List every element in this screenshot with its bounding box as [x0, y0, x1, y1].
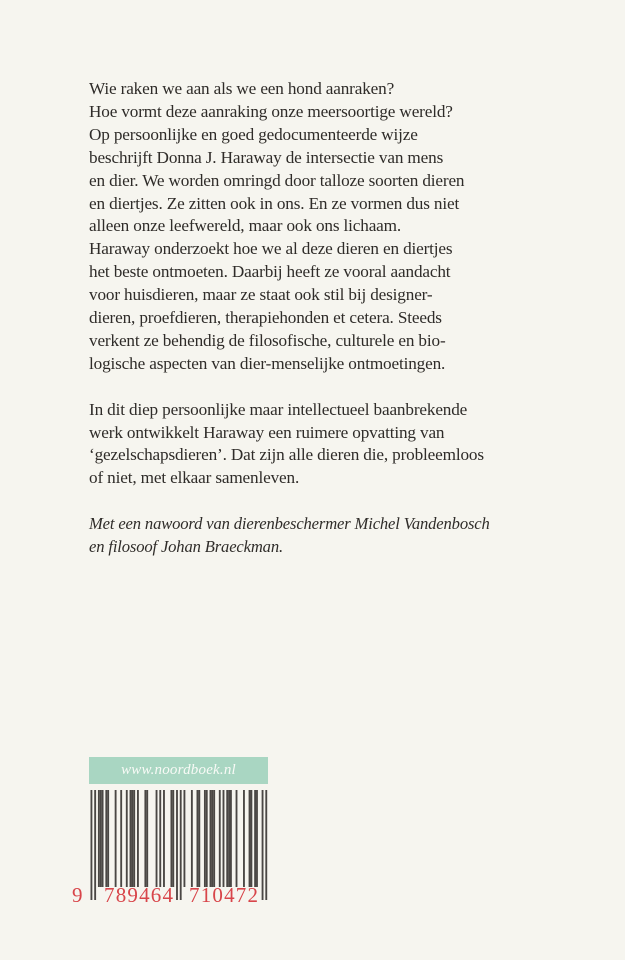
publisher-url-banner: www.noordboek.nl [89, 757, 268, 784]
isbn-lead-digit: 9 [72, 883, 84, 907]
afterword-note [89, 513, 589, 559]
text-line: ‘gezelschapsdieren’. Dat zijn alle dieren die, probleemloos [89, 445, 484, 465]
text-line: en dier. We worden omringd door talloze soorten dieren [89, 170, 465, 190]
isbn-right-digits: 710472 [189, 883, 260, 907]
text-line: het beste ontmoeten. Daarbij heeft ze vooral aandacht [89, 262, 451, 282]
text-line: of niet, met elkaar samenleven. [89, 468, 300, 488]
text-line: logische aspecten van dier-menselijke ontmoetingen. [89, 353, 446, 373]
text-line: Haraway onderzoekt hoe we al deze dieren en diertjes [89, 239, 453, 259]
text-line: en filosoof Johan Braeckman. [89, 537, 283, 557]
text-line: voor huisdieren, maar ze staat ook stil bij designer- [89, 285, 433, 305]
text-line: In dit diep persoonlijke maar intellectueel baanbrekende [89, 399, 468, 419]
text-line: Op persoonlijke en goed gedocumenteerde wijze [89, 124, 418, 144]
text-line: Met een nawoord van dierenbeschermer Michel Vandenbosch [89, 514, 490, 534]
text-line: dieren, proefdieren, therapiehonden et cetera. Steeds [89, 308, 442, 328]
text-line: alleen onze leefwereld, maar ook ons lichaam. [89, 216, 402, 236]
text-line: Hoe vormt deze aanraking onze meersoortige wereld? [89, 101, 453, 121]
blurb-paragraph-2 [89, 399, 589, 491]
blurb-text [89, 78, 589, 582]
blurb-paragraph-1 [89, 78, 589, 376]
text-line: werk ontwikkelt Haraway een ruimere opvatting van [89, 422, 445, 442]
text-line: verkent ze behendig de filosofische, culturele en bio- [89, 330, 446, 350]
isbn-left-digits: 789464 [104, 883, 175, 907]
isbn-barcode [72, 790, 272, 910]
text-line: Wie raken we aan als we een hond aanraken? [89, 79, 395, 98]
text-line: en diertjes. Ze zitten ook in ons. En ze vormen dus niet [89, 193, 460, 213]
text-line: beschrijft Donna J. Haraway de intersectie van mens [89, 147, 444, 167]
